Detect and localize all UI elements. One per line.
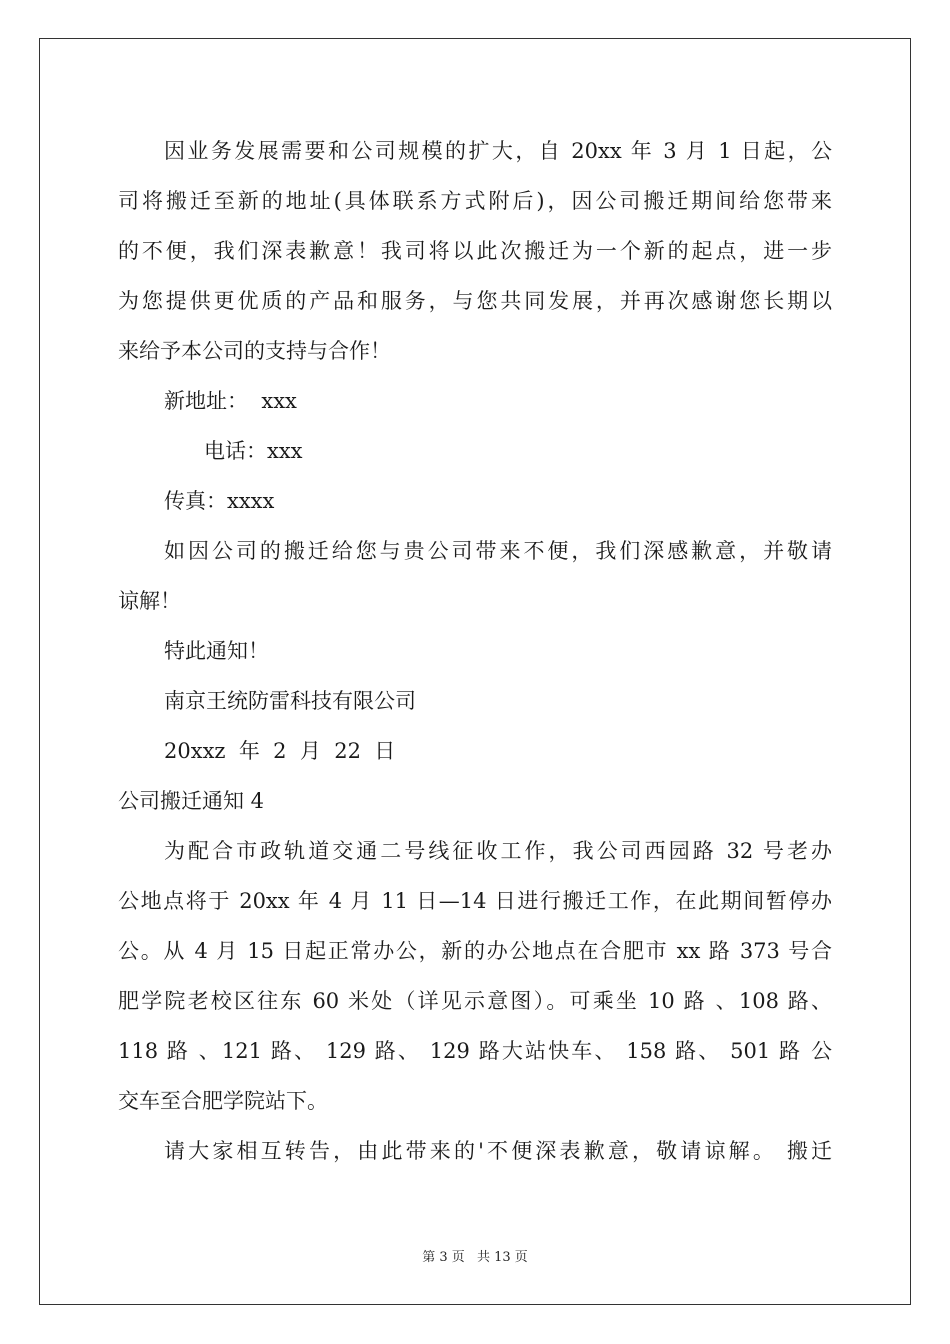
signature-date: 20xxz 年 2 月 22 日: [164, 739, 396, 763]
paragraph-line: 司将搬迁至新的地址(具体联系方式附后)，因公司搬迁期间给您带来: [118, 189, 832, 213]
page-total: 共 13 页: [476, 1250, 528, 1265]
page-footer: [0, 1246, 950, 1265]
paragraph-line: 为您提供更优质的产品和服务，与您共同发展，并再次感谢您长期以: [118, 289, 832, 313]
section-heading: 公司搬迁通知 4: [118, 789, 265, 813]
paragraph-line: 如因公司的搬迁给您与贵公司带来不便，我们深感歉意，并敬请: [164, 539, 832, 563]
new-address-line: 新地址： xxx: [164, 389, 297, 413]
paragraph-line: 公。从 4 月 15 日起正常办公，新的办公地点在合肥市 xx 路 373 号合: [118, 939, 832, 963]
fax-line: 传真：xxxx: [164, 489, 275, 513]
paragraph-line: 为配合市政轨道交通二号线征收工作，我公司西园路 32 号老办: [164, 839, 832, 863]
paragraph-line: 请大家相互转告，由此带来的'不便深表歉意，敬请谅解。 搬迁: [164, 1139, 832, 1163]
paragraph-line: 公地点将于 20xx 年 4 月 11 日—14 日进行搬迁工作，在此期间暂停办: [118, 889, 832, 913]
phone-line: 电话：xxx: [204, 439, 303, 463]
company-signature: 南京王统防雷科技有限公司: [164, 689, 416, 713]
notice-closing: 特此通知！: [164, 639, 269, 663]
paragraph-line: 118 路 、121 路、 129 路、 129 路大站快车、 158 路、 501 路 公: [118, 1039, 832, 1063]
page-number: 第 3 页: [422, 1250, 465, 1265]
paragraph-line: 交车至合肥学院站下。: [118, 1089, 328, 1113]
paragraph-line: 谅解！: [118, 589, 181, 613]
paragraph-line: 的不便，我们深表歉意！我司将以此次搬迁为一个新的起点，进一步: [118, 239, 832, 263]
paragraph-line: 肥学院老校区往东 60 米处（详见示意图）。可乘坐 10 路 、108 路、: [118, 989, 832, 1013]
paragraph-line: 来给予本公司的支持与合作！: [118, 339, 391, 363]
paragraph-line: 因业务发展需要和公司规模的扩大，自 20xx 年 3 月 1 日起，公: [164, 139, 832, 163]
